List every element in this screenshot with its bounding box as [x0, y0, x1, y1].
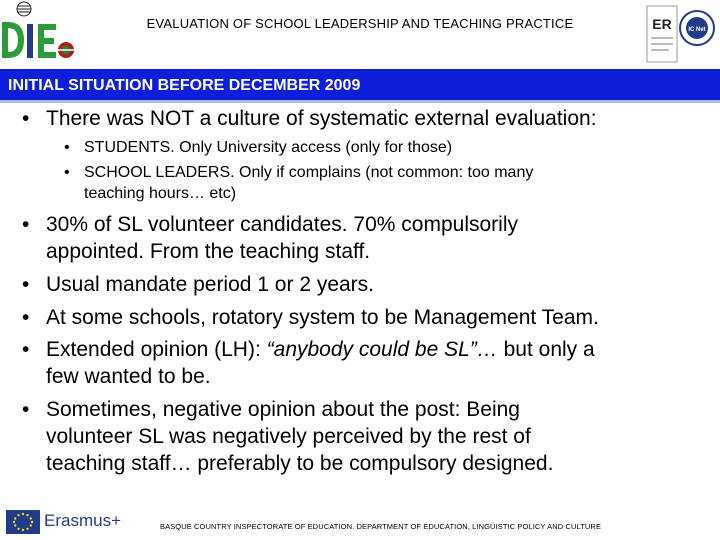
quality-logos: [646, 4, 716, 66]
svg-text:IC Net: IC Net: [688, 27, 706, 33]
logo-letter-d: [2, 22, 24, 58]
bullet-5-text-a: Extended opinion (LH):: [46, 338, 267, 361]
header-title: EVALUATION OF SCHOOL LEADERSHIP AND TEACHING PRACTICE: [146, 16, 574, 31]
bullet-5-line-2: few wanted to be.: [46, 365, 211, 388]
bullet-dot: •: [22, 273, 30, 296]
bullet-6-line-3: teaching staff… preferably to be compulsory designed.: [46, 452, 554, 475]
sub-bullet-1: STUDENTS. Only University access (only for those): [84, 139, 453, 156]
bullet-5-quote: “anybody could be SL”…: [266, 338, 498, 361]
globe-icon: [17, 2, 31, 16]
sub-bullet-dot: •: [64, 164, 70, 181]
eu-flag-icon: [6, 510, 40, 534]
sub-bullet-2-line-2: teaching hours… etc): [84, 185, 237, 202]
bullet-dot: •: [22, 107, 30, 130]
svg-text:ER: ER: [652, 16, 672, 32]
bullet-dot: •: [22, 338, 30, 361]
basque-emblem-icon: [58, 42, 74, 58]
iqnet-seal-icon: [680, 11, 714, 45]
logo-letter-i: [27, 24, 33, 58]
logo-letter-e: [38, 24, 56, 58]
bullet-dot: •: [22, 398, 30, 421]
bullet-2-line-2: appointed. From the teaching staff.: [46, 240, 371, 263]
sub-bullet-2-line-1: SCHOOL LEADERS. Only if complains (not common: too many: [84, 164, 534, 181]
sub-bullet-dot: •: [64, 139, 70, 156]
bullet-6-line-2: volunteer SL was negatively perceived by the rest of: [46, 425, 531, 448]
bullet-2-line-1: 30% of SL volunteer candidates. 70% compulsorily: [46, 213, 518, 236]
erasmus-logo: Erasmus+: [44, 511, 121, 530]
section-banner: INITIAL SITUATION BEFORE DECEMBER 2009: [0, 69, 720, 103]
er-logo: [647, 6, 677, 62]
footer-text: BASQUE COUNTRY INSPECTORATE OF EDUCATION. DEPARTMENT OF EDUCATION, LINGÜISTIC POLICY AND CULTURE: [160, 522, 602, 531]
bullet-4: At some schools, rotatory system to be Management Team.: [46, 306, 599, 329]
bullet-dot: •: [22, 306, 30, 329]
bullet-dot: •: [22, 213, 30, 236]
bullet-5-line-1: [46, 336, 595, 363]
bullet-6-line-1: Sometimes, negative opinion about the post: Being: [46, 398, 520, 421]
die-logo: [0, 0, 80, 66]
bullet-1: There was NOT a culture of systematic external evaluation:: [46, 107, 597, 130]
bullet-3: Usual mandate period 1 or 2 years.: [46, 273, 375, 296]
bullet-5-text-c: but only a: [497, 338, 595, 361]
